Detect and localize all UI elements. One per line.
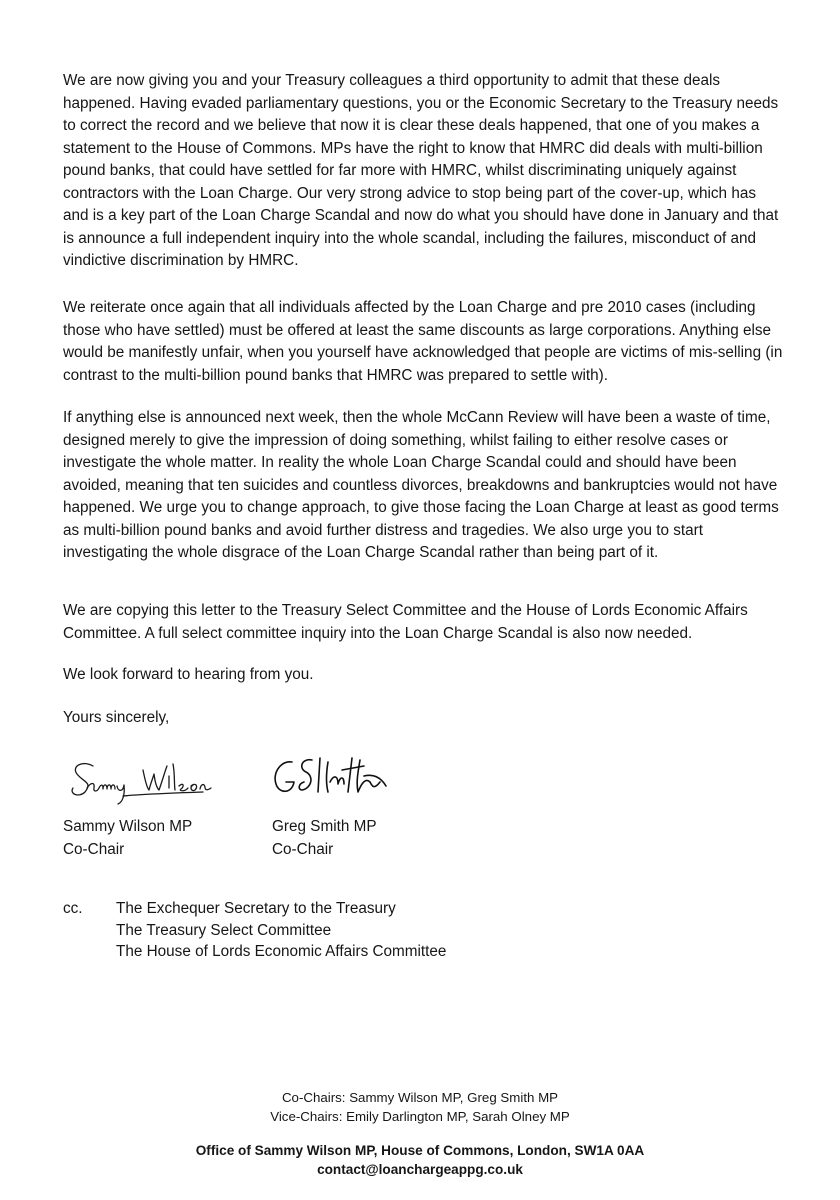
cc-label: cc. xyxy=(63,900,83,917)
signatory-name: Sammy Wilson MP xyxy=(63,818,193,835)
signatory-name: Greg Smith MP xyxy=(272,818,377,835)
paragraph-closing: We look forward to hearing from you. xyxy=(63,666,314,683)
footer-officers xyxy=(0,1088,840,1126)
cc-list xyxy=(116,898,446,963)
footer-office-address: Office of Sammy Wilson MP, House of Commons, London, SW1A 0AA xyxy=(195,1143,645,1158)
cc-recipient: The Exchequer Secretary to the Treasury xyxy=(116,900,396,917)
cc-recipient: The Treasury Select Committee xyxy=(116,921,332,939)
cc-recipient: The House of Lords Economic Affairs Committee xyxy=(116,943,447,960)
paragraph-3: If anything else is announced next week, then the whole McCann Review will have been a waste of time, designed merely to give the impression of doing something, whilst failing to either resolve cases or investigate the whole matter. In reality the whole Loan Charge Scandal could and should have been avoided, meaning that ten suicides and countless divorces, breakdowns and bankruptcies would not have happened. We urge you to change approach, to give those facing the Loan Charge at least as good terms as multi-billion pound banks and avoid further distress and tragedies. We also urge you to start investigating the whole disgrace of the Loan Charge Scandal rather than being part of it. xyxy=(63,409,779,561)
footer-vice-chairs: Vice-Chairs: Emily Darlington MP, Sarah Olney MP xyxy=(270,1109,570,1124)
paragraph-2: We reiterate once again that all individuals affected by the Loan Charge and pre 2010 cases (including those who have settled) must be offered at least the same discounts as large corporations. Anything else would be manifestly unfair, when you yourself have acknowledged that people are victims of mis-selling (in contrast to the multi-billion pound banks that HMRC was prepared to settle with). xyxy=(63,299,783,384)
footer-co-chairs: Co-Chairs: Sammy Wilson MP, Greg Smith MP xyxy=(281,1090,559,1105)
footer-contact xyxy=(0,1141,840,1179)
signatory-role: Co-Chair xyxy=(63,840,125,858)
footer-email[interactable]: contact@loanchargeappg.co.uk xyxy=(317,1162,523,1177)
signatory-2 xyxy=(272,816,377,861)
signature-greg-smith xyxy=(268,752,398,807)
signatory-1 xyxy=(63,816,192,861)
valediction: Yours sincerely, xyxy=(63,709,170,726)
signature-sammy-wilson xyxy=(63,752,223,807)
signatory-role: Co-Chair xyxy=(272,840,334,858)
paragraph-4: We are copying this letter to the Treasury Select Committee and the House of Lords Economic Affairs Committee. A full select committee inquiry into the Loan Charge Scandal is also now needed. xyxy=(63,602,748,642)
paragraph-1: We are now giving you and your Treasury colleagues a third opportunity to admit that these deals happened. Having evaded parliamentary questions, you or the Economic Secretary to the Treasury needs to correct the record and we believe that now it is clear these deals happened, that one of you makes a statement to the House of Commons. MPs have the right to know that HMRC did deals with multi-billion pound banks, that could have settled for far more with HMRC, whilst discriminating uniquely against contractors with the Loan Charge. Our very strong advice to stop being part of the cover-up, which has and is a key part of the Loan Charge Scandal and now do what you should have done in January and that is announce a full independent inquiry into the whole scandal, including the failures, misconduct of and vindictive discrimination by HMRC. xyxy=(63,72,779,269)
